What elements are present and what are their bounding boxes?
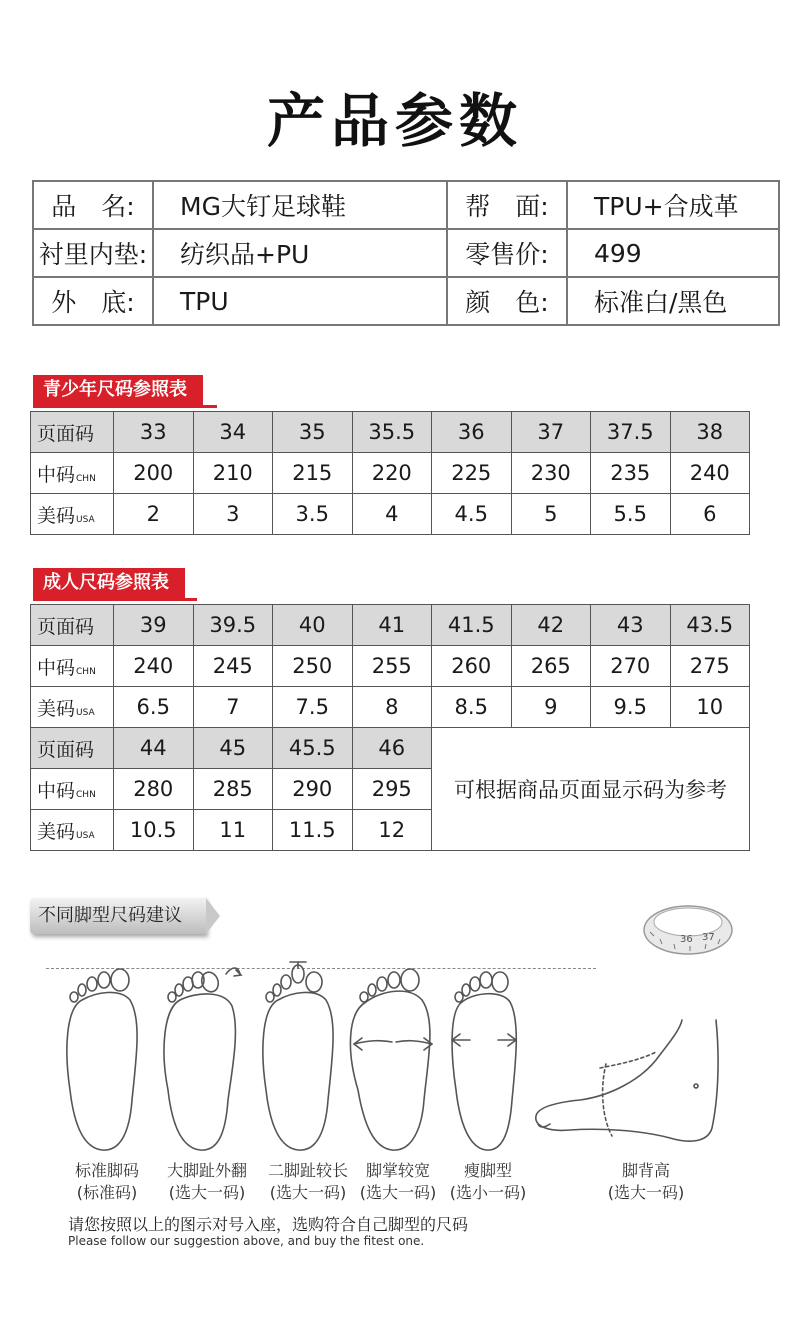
usa-size-row bbox=[31, 494, 750, 535]
foot-label-slim: 瘦脚型 (选小一码) bbox=[449, 1161, 527, 1202]
param-label: 衬里内垫: bbox=[33, 229, 153, 277]
page-size-cell: 46 bbox=[352, 728, 432, 769]
chn-size-cell: 200 bbox=[114, 453, 194, 494]
page-size-row-label: 页面码 bbox=[31, 728, 114, 769]
usa-size-cell: 7.5 bbox=[273, 687, 353, 728]
size-reference-note: 可根据商品页面显示码为参考 bbox=[432, 728, 750, 851]
page-size-cell: 36 bbox=[432, 412, 512, 453]
page-title: 产品参数 bbox=[266, 87, 523, 155]
high-instep-foot-icon bbox=[536, 1020, 718, 1141]
foot-types-illustration bbox=[40, 960, 740, 1160]
page-size-cell: 33 bbox=[114, 412, 194, 453]
page-size-cell: 45.5 bbox=[273, 728, 353, 769]
foot-label-high-instep: 脚背高 (选大一码) bbox=[607, 1161, 685, 1202]
page-size-cell: 35 bbox=[273, 412, 353, 453]
page-size-cell: 34 bbox=[193, 412, 273, 453]
chn-size-cell: 230 bbox=[511, 453, 591, 494]
page-size-cell: 37.5 bbox=[591, 412, 671, 453]
usa-size-row-label: 美码USA bbox=[31, 810, 114, 851]
adult-size-table bbox=[30, 604, 750, 851]
foot-label-bunion: 大脚趾外翻 (选大一码) bbox=[166, 1161, 247, 1202]
chn-size-cell: 250 bbox=[273, 646, 353, 687]
chn-size-cell: 210 bbox=[193, 453, 273, 494]
param-value: MG大钉足球鞋 bbox=[153, 181, 447, 229]
page-size-cell: 38 bbox=[670, 412, 750, 453]
usa-size-cell: 5 bbox=[511, 494, 591, 535]
page-size-cell: 41.5 bbox=[432, 605, 512, 646]
page-size-row bbox=[31, 412, 750, 453]
page-size-cell: 40 bbox=[273, 605, 353, 646]
chn-size-cell: 295 bbox=[352, 769, 432, 810]
chn-size-cell: 220 bbox=[352, 453, 432, 494]
chn-size-row bbox=[31, 646, 750, 687]
page-size-row-label: 页面码 bbox=[31, 605, 114, 646]
param-value: TPU+合成革 bbox=[567, 181, 779, 229]
chn-size-cell: 240 bbox=[114, 646, 194, 687]
page-size-cell: 43 bbox=[591, 605, 671, 646]
usa-size-cell: 12 bbox=[352, 810, 432, 851]
chn-size-cell: 275 bbox=[670, 646, 750, 687]
usa-size-cell: 6 bbox=[670, 494, 750, 535]
product-params-table bbox=[32, 180, 780, 326]
page-size-cell: 43.5 bbox=[670, 605, 750, 646]
chn-size-cell: 290 bbox=[273, 769, 353, 810]
page-size-row-2 bbox=[31, 728, 750, 769]
usa-size-cell: 9.5 bbox=[591, 687, 671, 728]
adult-size-heading: 成人尺码参照表 bbox=[33, 568, 185, 598]
chn-size-cell: 280 bbox=[114, 769, 194, 810]
foot-label-long-toe: 二脚趾较长 (选大一码) bbox=[267, 1161, 348, 1202]
page-size-cell: 39.5 bbox=[193, 605, 273, 646]
usa-size-cell: 6.5 bbox=[114, 687, 194, 728]
chn-size-cell: 270 bbox=[591, 646, 671, 687]
bunion-foot-icon bbox=[164, 968, 241, 1150]
page-size-cell: 37 bbox=[511, 412, 591, 453]
param-label: 外 底: bbox=[33, 277, 153, 325]
wide-foot-icon bbox=[350, 969, 432, 1150]
params-row bbox=[33, 229, 779, 277]
chn-size-row-label: 中码CHN bbox=[31, 453, 114, 494]
usa-size-cell: 8 bbox=[352, 687, 432, 728]
tape-number: 36 bbox=[680, 934, 693, 945]
page-size-cell: 35.5 bbox=[352, 412, 432, 453]
param-label: 零售价: bbox=[447, 229, 567, 277]
usa-size-cell: 11.5 bbox=[273, 810, 353, 851]
usa-size-row-label: 美码USA bbox=[31, 687, 114, 728]
params-row bbox=[33, 277, 779, 325]
foot-advice-caption-cn: 请您按照以上的图示对号入座，选购符合自己脚型的尺码 bbox=[68, 1215, 469, 1234]
usa-size-cell: 10 bbox=[670, 687, 750, 728]
slim-foot-icon bbox=[452, 972, 516, 1150]
usa-size-cell: 11 bbox=[193, 810, 273, 851]
usa-size-cell: 4 bbox=[352, 494, 432, 535]
chn-size-cell: 265 bbox=[511, 646, 591, 687]
usa-size-row bbox=[31, 687, 750, 728]
usa-size-cell: 10.5 bbox=[114, 810, 194, 851]
adult-heading-underline bbox=[33, 598, 197, 601]
page-size-row-label: 页面码 bbox=[31, 412, 114, 453]
usa-size-cell: 7 bbox=[193, 687, 273, 728]
usa-size-cell: 5.5 bbox=[591, 494, 671, 535]
usa-size-cell: 2 bbox=[114, 494, 194, 535]
param-value: 纺织品+PU bbox=[153, 229, 447, 277]
youth-size-table bbox=[30, 411, 750, 535]
param-value: TPU bbox=[153, 277, 447, 325]
foot-label-standard: 标准脚码 (标准码) bbox=[74, 1161, 139, 1202]
chn-size-cell: 225 bbox=[432, 453, 512, 494]
usa-size-cell: 9 bbox=[511, 687, 591, 728]
chn-size-row-label: 中码CHN bbox=[31, 646, 114, 687]
page-size-row bbox=[31, 605, 750, 646]
chn-size-row bbox=[31, 453, 750, 494]
page-size-cell: 39 bbox=[114, 605, 194, 646]
standard-foot-icon bbox=[67, 969, 137, 1150]
usa-size-cell: 3.5 bbox=[273, 494, 353, 535]
params-row bbox=[33, 181, 779, 229]
param-value: 499 bbox=[567, 229, 779, 277]
tape-number: 37 bbox=[702, 932, 715, 943]
page-size-cell: 42 bbox=[511, 605, 591, 646]
chn-size-row-label: 中码CHN bbox=[31, 769, 114, 810]
chn-size-cell: 235 bbox=[591, 453, 671, 494]
foot-label-wide: 脚掌较宽 (选大一码) bbox=[359, 1161, 437, 1202]
usa-size-cell: 3 bbox=[193, 494, 273, 535]
usa-size-row-label: 美码USA bbox=[31, 494, 114, 535]
chn-size-cell: 215 bbox=[273, 453, 353, 494]
youth-size-heading: 青少年尺码参照表 bbox=[33, 375, 203, 405]
page-size-cell: 41 bbox=[352, 605, 432, 646]
page-size-cell: 44 bbox=[114, 728, 194, 769]
foot-advice-tag: 不同脚型尺码建议 bbox=[30, 898, 206, 934]
param-label: 品 名: bbox=[33, 181, 153, 229]
page-size-cell: 45 bbox=[193, 728, 273, 769]
usa-size-cell: 4.5 bbox=[432, 494, 512, 535]
param-label: 帮 面: bbox=[447, 181, 567, 229]
chn-size-cell: 245 bbox=[193, 646, 273, 687]
chn-size-cell: 255 bbox=[352, 646, 432, 687]
param-value: 标准白/黑色 bbox=[567, 277, 779, 325]
measuring-tape-icon bbox=[640, 892, 740, 962]
param-label: 颜 色: bbox=[447, 277, 567, 325]
chn-size-cell: 240 bbox=[670, 453, 750, 494]
long-second-toe-foot-icon bbox=[263, 962, 333, 1150]
foot-advice-caption-en: Please follow our suggestion above, and buy the fitest one. bbox=[68, 1234, 425, 1248]
chn-size-cell: 260 bbox=[432, 646, 512, 687]
chn-size-cell: 285 bbox=[193, 769, 273, 810]
youth-heading-underline bbox=[33, 405, 217, 408]
usa-size-cell: 8.5 bbox=[432, 687, 512, 728]
